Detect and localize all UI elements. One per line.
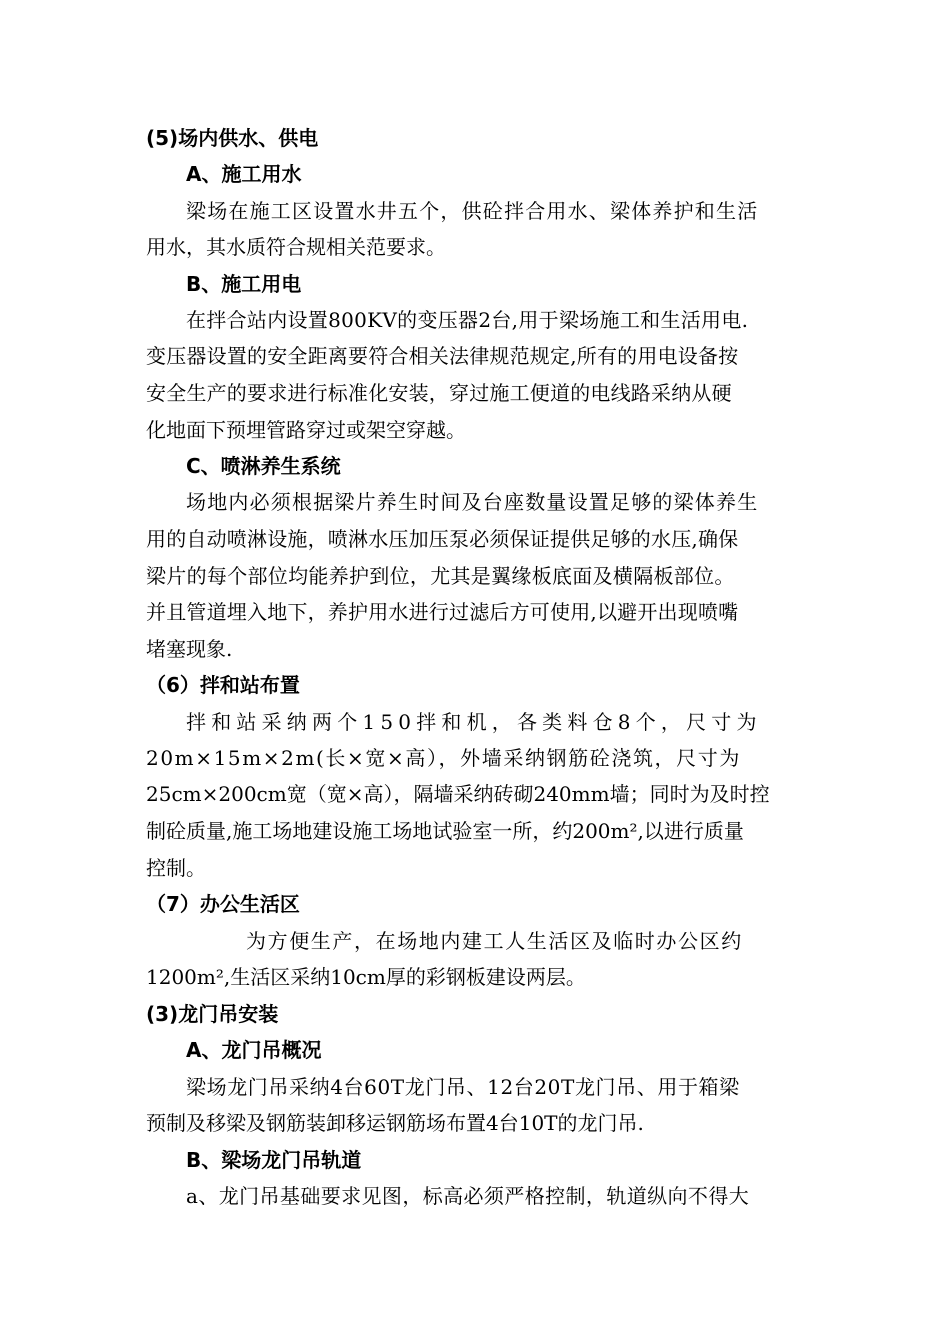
paragraph-line: 预制及移梁及钢筋装卸移运钢筋场布置4台10T的龙门吊.: [146, 1111, 644, 1135]
paragraph-line: a、龙门吊基础要求见图，标高必须严格控制，轨道纵向不得大: [186, 1184, 750, 1208]
subsection-heading: C、喷淋养生系统: [186, 454, 341, 478]
section-heading: (5)场内供水、供电: [146, 126, 319, 150]
paragraph-line: 堵塞现象.: [146, 637, 233, 661]
paragraph-line: 并且管道埋入地下，养护用水进行过滤后方可使用,以避开出现喷嘴: [146, 600, 739, 624]
paragraph-line: 25cm×200cm宽（宽×高），隔墙采纳砖砌240mm墙；同时为及时控: [146, 782, 770, 806]
paragraph-line: 拌和站采纳两个150拌和机，各类料仓8个，尺寸为: [186, 710, 762, 734]
subsection-heading: A、施工用水: [186, 162, 302, 186]
paragraph-line: 20m×15m×2m(长×宽×高），外墙采纳钢筋砼浇筑，尺寸为: [146, 746, 741, 770]
paragraph-line: 梁场龙门吊采纳4台60T龙门吊、12台20T龙门吊、用于箱梁: [186, 1075, 740, 1099]
subsection-heading: A、龙门吊概况: [186, 1038, 322, 1062]
section-heading: （7）办公生活区: [146, 892, 300, 916]
paragraph-line: 制砼质量,施工场地建设施工场地试验室一所，约200m²,以进行质量: [146, 819, 744, 843]
subsection-heading: B、梁场龙门吊轨道: [186, 1148, 362, 1172]
paragraph-line: 安全生产的要求进行标准化安装，穿过施工便道的电线路采纳从硬: [146, 381, 732, 405]
paragraph-line: 梁场在施工区设置水井五个，供砼拌合用水、梁体养护和生活: [186, 199, 759, 223]
subsection-heading: B、施工用电: [186, 272, 302, 296]
section-heading: (3)龙门吊安装: [146, 1002, 279, 1026]
paragraph-line: 梁片的每个部位均能养护到位，尤其是翼缘板底面及横隔板部位。: [146, 564, 735, 588]
paragraph-line: 用的自动喷淋设施，喷淋水压加压泵必须保证提供足够的水压,确保: [146, 527, 739, 551]
paragraph-line: 用水，其水质符合规相关范要求。: [146, 235, 446, 259]
paragraph-line: 1200m²,生活区采纳10cm厚的彩钢板建设两层。: [146, 965, 586, 989]
section-heading: （6）拌和站布置: [146, 673, 300, 697]
paragraph-line: 为方便生产，在场地内建工人生活区及临时办公区约: [246, 929, 743, 953]
paragraph-line: 化地面下预埋管路穿过或架空穿越。: [146, 418, 466, 442]
paragraph-line: 控制。: [146, 856, 206, 880]
paragraph-line: 变压器设置的安全距离要符合相关法律规范规定,所有的用电设备按: [146, 344, 739, 368]
paragraph-line: 在拌合站内设置800KV的变压器2台,用于梁场施工和生活用电.: [186, 308, 749, 332]
paragraph-line: 场地内必须根据梁片养生时间及台座数量设置足够的梁体养生: [186, 490, 759, 514]
